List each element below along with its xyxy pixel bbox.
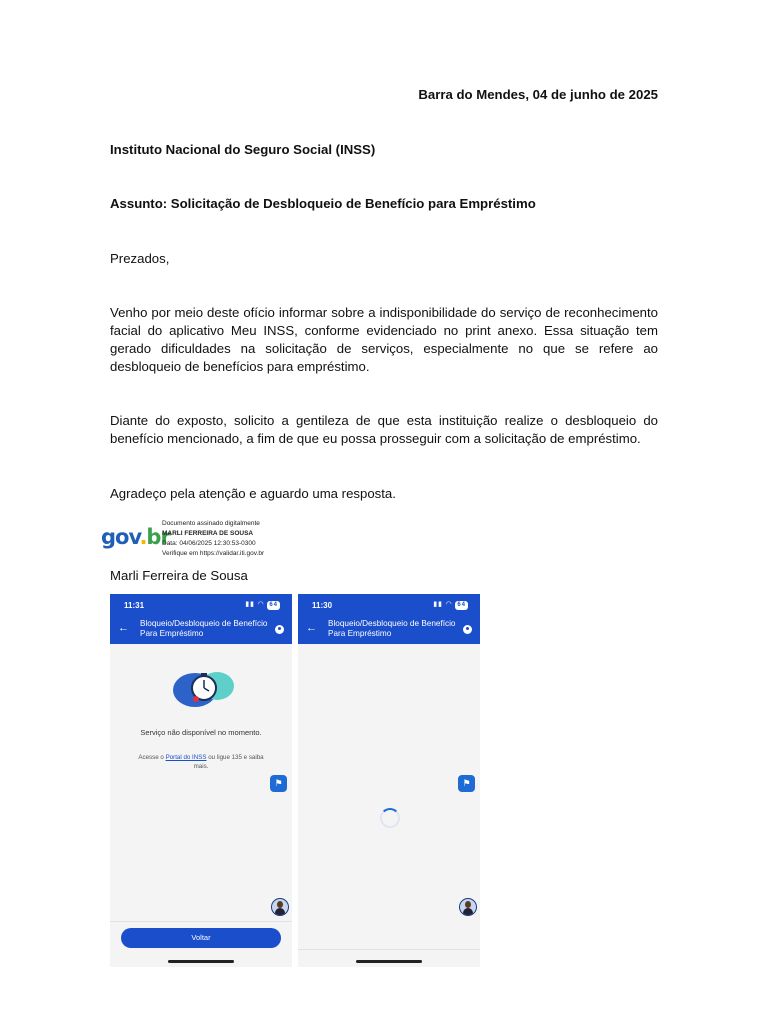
divider bbox=[110, 921, 292, 922]
screenshot-loading bbox=[298, 594, 480, 967]
status-time: 11:31 bbox=[124, 601, 145, 610]
signer-name: Marli Ferreira de Sousa bbox=[110, 568, 248, 583]
app-bar bbox=[298, 616, 480, 644]
battery-icon: 64 bbox=[457, 602, 466, 608]
digital-signature-stamp bbox=[101, 517, 301, 561]
help-icon[interactable]: ⚑ bbox=[270, 775, 287, 792]
status-icons: ▮▮ ◠ 64 bbox=[433, 601, 466, 608]
avatar[interactable] bbox=[271, 898, 289, 916]
account-icon[interactable] bbox=[275, 625, 284, 634]
app-bar bbox=[110, 616, 292, 644]
divider bbox=[298, 949, 480, 950]
logo-br: br bbox=[146, 525, 170, 549]
paragraph-1: Venho por meio deste ofício informar sobre a indisponibilidade do serviço de reconhecimento facial do aplicativo Meu INSS, conforme evidenciado no print anexo. Essa situação tem gerado dificuldades na solicitação de serviços, especialmente no que se refere ao desbloqueio de benefícios para empréstimo. bbox=[110, 305, 658, 374]
govbr-logo bbox=[101, 525, 170, 549]
logo-gov: gov bbox=[101, 525, 140, 549]
screenshot-service-unavailable bbox=[110, 594, 292, 967]
back-arrow-icon[interactable]: ← bbox=[118, 622, 129, 634]
recipient: Instituto Nacional do Seguro Social (INSS) bbox=[110, 142, 376, 157]
closing: Agradeço pela atenção e aguardo uma resposta. bbox=[110, 486, 396, 501]
battery-icon: 64 bbox=[269, 602, 278, 608]
logo-dot: . bbox=[139, 525, 147, 549]
app-bar-title: Bloqueio/Desbloqueio de Benefício Para Empréstimo bbox=[328, 619, 456, 638]
signature-line-1: Documento assinado digitalmente bbox=[162, 520, 260, 527]
status-time: 11:30 bbox=[312, 601, 333, 610]
avatar[interactable] bbox=[459, 898, 477, 916]
signature-details bbox=[162, 519, 312, 559]
signature-line-4: Verifique em https://validar.iti.gov.br bbox=[162, 550, 265, 557]
status-bar bbox=[110, 594, 292, 616]
unavailable-message: Serviço não disponível no momento. bbox=[140, 728, 262, 737]
greeting: Prezados, bbox=[110, 251, 170, 266]
paragraph-2: Diante do exposto, solicito a gentileza de que esta instituição realize o desbloqueio do benefício mencionado, a fim de que eu possa prosseguir com a solicitação de empréstimo. bbox=[110, 413, 658, 446]
app-bar-title: Bloqueio/Desbloqueio de Benefício Para Empréstimo bbox=[140, 619, 268, 638]
signature-line-2: MARLI FERREIRA DE SOUSA bbox=[162, 530, 254, 537]
status-bar bbox=[298, 594, 480, 616]
voltar-button[interactable]: Voltar bbox=[121, 928, 281, 948]
portal-inss-link[interactable]: Portal do INSS bbox=[165, 754, 207, 761]
help-icon[interactable]: ⚑ bbox=[458, 775, 475, 792]
clock-illustration bbox=[167, 666, 237, 710]
home-indicator bbox=[356, 960, 422, 963]
back-arrow-icon[interactable]: ← bbox=[306, 622, 317, 634]
unavailable-help-text bbox=[136, 753, 266, 771]
signature-line-3: Data: 04/06/2025 12:30:53-0300 bbox=[162, 540, 256, 547]
help-prefix: Acesse o bbox=[138, 754, 166, 761]
account-icon[interactable] bbox=[463, 625, 472, 634]
help-suffix: ou ligue 135 e saiba mais. bbox=[193, 754, 264, 770]
home-indicator bbox=[168, 960, 234, 963]
status-icons: ▮▮ ◠ 64 bbox=[245, 601, 278, 608]
loading-spinner bbox=[380, 808, 400, 828]
date-line: Barra do Mendes, 04 de junho de 2025 bbox=[418, 87, 658, 102]
subject: Assunto: Solicitação de Desbloqueio de Benefício para Empréstimo bbox=[110, 196, 536, 211]
